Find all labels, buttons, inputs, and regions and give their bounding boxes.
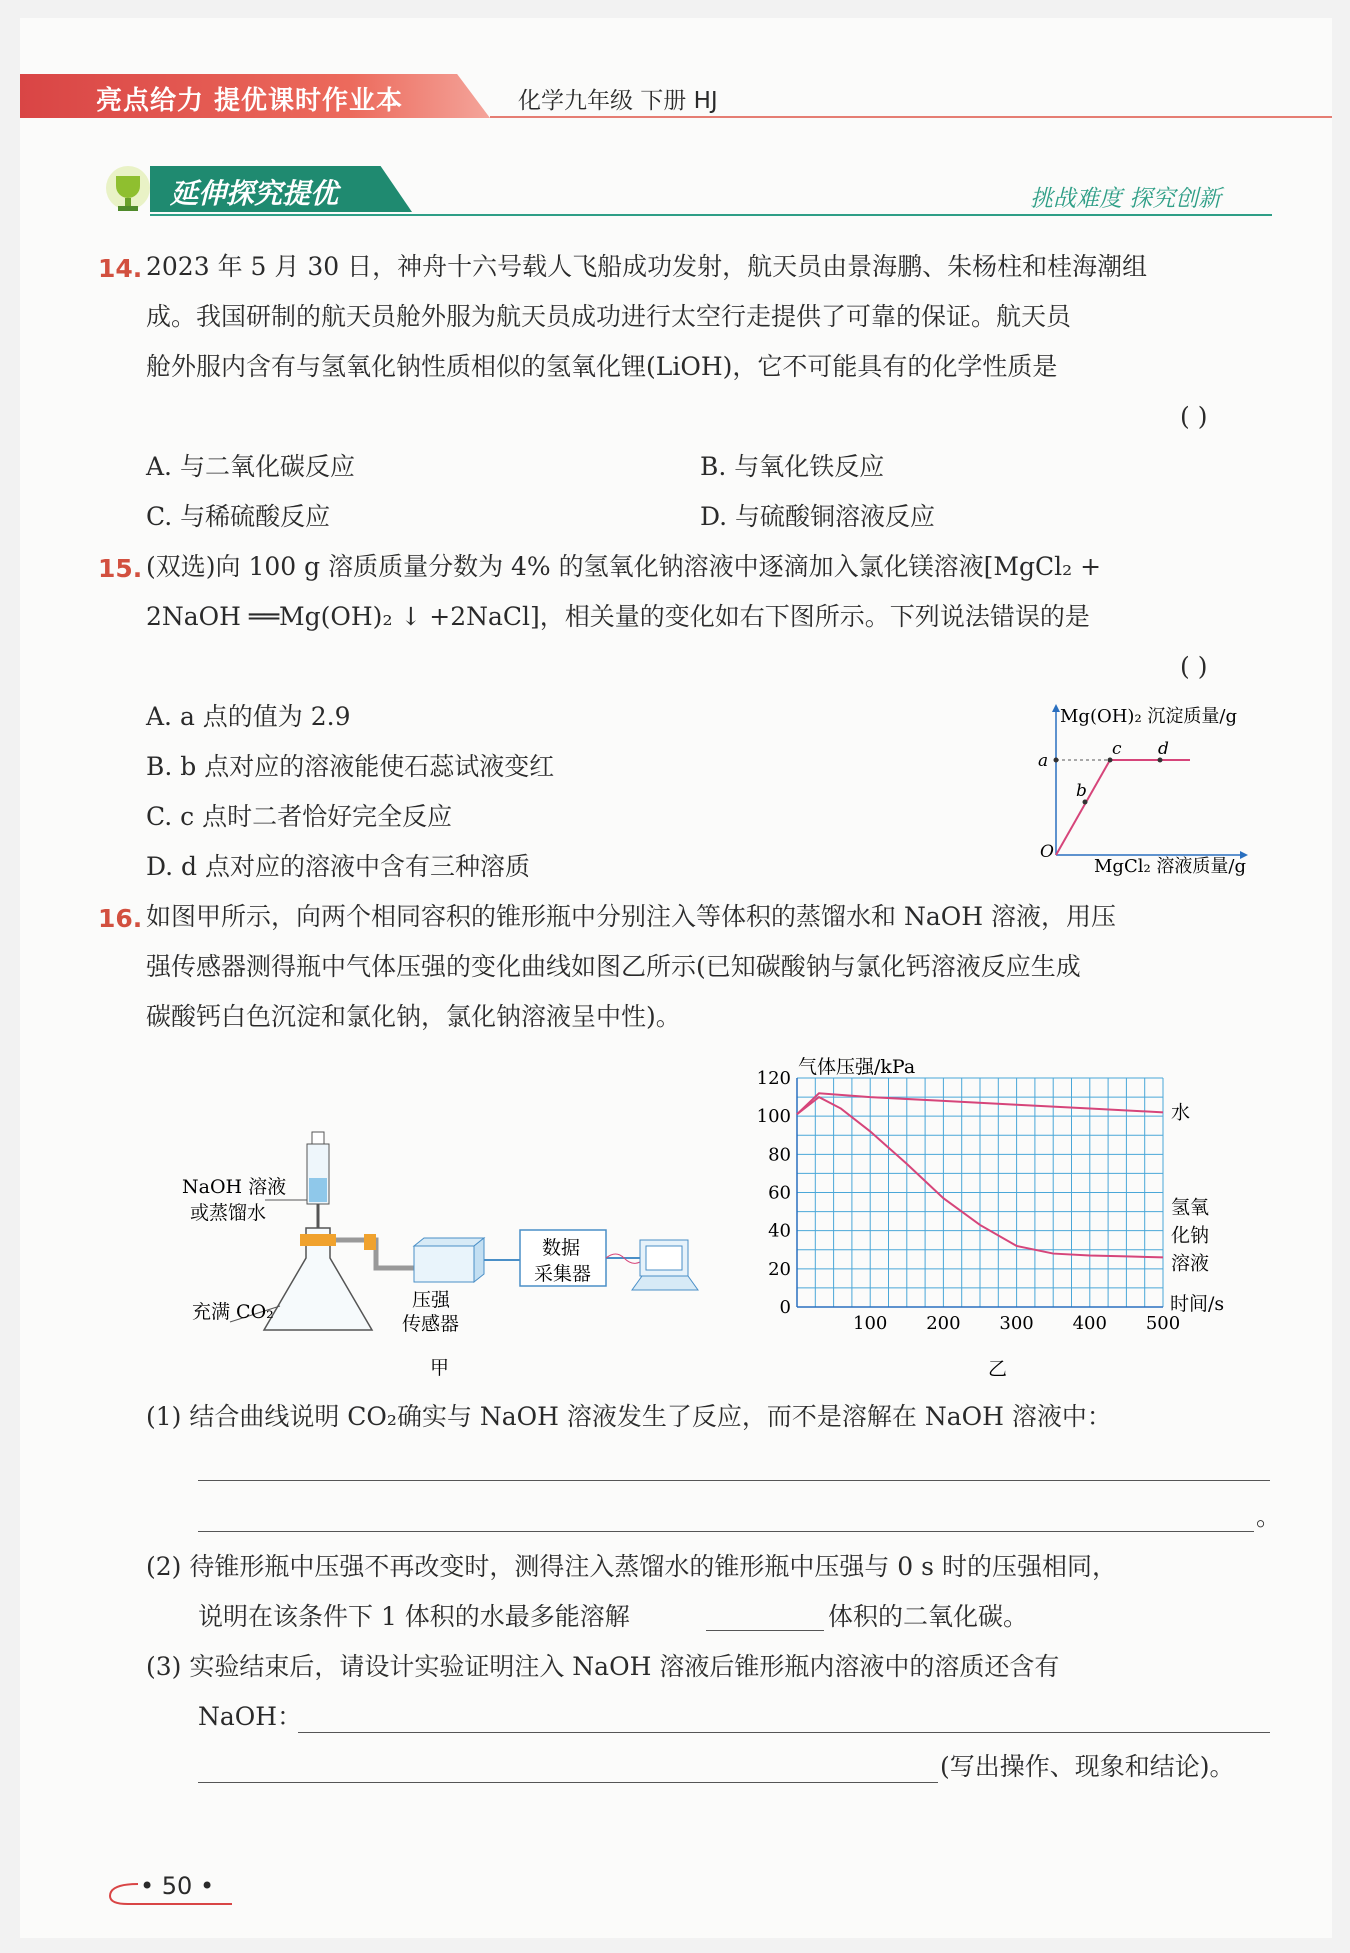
x-tick-label: 400 [1072, 1313, 1107, 1334]
question-line: 2NaOH ══Mg(OH)₂ ↓ +2NaCl]，相关量的变化如右下图所示。下列说法错误的是 [146, 602, 1090, 631]
sub-question-2-line: 说明在该条件下 1 体积的水最多能溶解 [198, 1602, 630, 1631]
x-tick-label: 500 [1145, 1313, 1181, 1334]
answer-blank[interactable] [706, 1630, 824, 1631]
y-tick-label: 0 [779, 1297, 791, 1318]
header-divider [490, 116, 1332, 118]
x-axis-label: 时间/s [1170, 1293, 1225, 1315]
sub-question-3: (3) 实验结束后，请设计实验证明注入 NaOH 溶液后锥形瓶内溶液中的溶质还含有 [146, 1652, 1060, 1681]
chart-grid [797, 1078, 1163, 1307]
graph-y-label: Mg(OH)₂ 沉淀质量/g [1060, 706, 1237, 727]
option-c[interactable]: C. c 点时二者恰好完全反应 [146, 802, 453, 831]
precipitate-graph [1030, 700, 1280, 880]
liquid-label: 或蒸馏水 [190, 1202, 267, 1224]
answer-bracket[interactable]: ( ) [1180, 652, 1208, 681]
x-tick-label: 100 [853, 1313, 888, 1334]
rubber-stopper [300, 1234, 336, 1246]
series-label: 水 [1171, 1101, 1191, 1124]
graph-x-label: MgCl₂ 溶液质量/g [1094, 856, 1247, 877]
y-tick-label: 80 [768, 1144, 791, 1166]
section-title: 延伸探究提优 [170, 177, 339, 210]
series-label: 化钠 [1171, 1224, 1210, 1247]
sensor-label: 传感器 [402, 1313, 460, 1335]
answer-line[interactable] [198, 1782, 938, 1783]
subject-info: 化学九年级 下册 HJ [518, 88, 718, 114]
option-d[interactable]: D. 与硫酸铜溶液反应 [700, 502, 936, 531]
y-tick-label: 120 [756, 1068, 791, 1089]
answer-line[interactable] [198, 1480, 1270, 1481]
book-brand: 亮点给力 提优课时作业本 [96, 86, 404, 116]
option-a[interactable]: A. 与二氧化碳反应 [146, 452, 355, 481]
point-c-label: c [1112, 739, 1122, 759]
sensor-label: 压强 [412, 1289, 451, 1311]
section-slogan: 挑战难度 探究创新 [1030, 186, 1222, 212]
pressure-chart [750, 1045, 1270, 1385]
question-line: 如图甲所示，向两个相同容积的锥形瓶中分别注入等体积的蒸馏水和 NaOH 溶液，用压 [146, 902, 1116, 931]
question-line: 2023 年 5 月 30 日，神舟十六号载人飞船成功发射，航天员由景海鹏、朱杨柱和桂海潮组 [146, 252, 1148, 281]
collector-label: 采集器 [534, 1263, 592, 1285]
page-number: • 50 • [140, 1872, 215, 1900]
section-divider [150, 214, 1272, 216]
series-label: 溶液 [1171, 1252, 1210, 1275]
liquid-label: NaOH 溶液 [182, 1176, 287, 1198]
question-number: 14. [98, 254, 143, 283]
collector-label: 数据 [542, 1237, 581, 1259]
option-b[interactable]: B. b 点对应的溶液能使石蕊试液变红 [146, 752, 555, 781]
sub-question-2-line: 体积的二氧化碳。 [828, 1602, 1029, 1631]
question-line: 强传感器测得瓶中气体压强的变化曲线如图乙所示(已知碳酸钠与氯化钙溶液反应生成 [146, 952, 1081, 981]
y-tick-label: 60 [768, 1182, 791, 1204]
figure-caption: 乙 [988, 1358, 1008, 1380]
option-c[interactable]: C. 与稀硫酸反应 [146, 502, 331, 531]
option-d[interactable]: D. d 点对应的溶液中含有三种溶质 [146, 852, 530, 881]
trophy-icon [98, 164, 158, 222]
answer-line[interactable] [298, 1732, 1270, 1733]
question-number: 15. [98, 554, 143, 583]
answer-line[interactable] [198, 1531, 1254, 1532]
question-line: (双选)向 100 g 溶质质量分数为 4% 的氢氧化钠溶液中逐滴加入氯化镁溶液[MgCl₂ + [146, 552, 1102, 581]
y-tick-label: 20 [768, 1258, 791, 1280]
figure-caption: 甲 [430, 1357, 450, 1379]
y-tick-label: 100 [756, 1106, 791, 1128]
x-tick-label: 300 [999, 1313, 1034, 1334]
y-axis-label: 气体压强/kPa [798, 1056, 916, 1078]
option-b[interactable]: B. 与氧化铁反应 [700, 452, 885, 481]
y-tick-label: 40 [768, 1220, 791, 1242]
syringe-plunger [312, 1132, 324, 1144]
x-tick-label: 200 [926, 1313, 961, 1334]
question-line: 成。我国研制的航天员舱外服为航天员成功进行太空行走提供了可靠的保证。航天员 [146, 302, 1072, 331]
sub-question-3-line: NaOH： [198, 1702, 303, 1731]
sub-question-2: (2) 待锥形瓶中压强不再改变时，测得注入蒸馏水的锥形瓶中压强与 0 s 时的压强相同， [146, 1552, 1117, 1581]
sentence-end: 。 [1256, 1502, 1282, 1531]
question-number: 16. [98, 904, 143, 933]
point-b-label: b [1076, 781, 1087, 801]
series-label: 氢氧 [1171, 1196, 1210, 1219]
question-line: 碳酸钙白色沉淀和氯化钠，氯化钠溶液呈中性)。 [146, 1002, 681, 1031]
question-line: 舱外服内含有与氢氧化钠性质相似的氢氧化锂(LiOH)，它不可能具有的化学性质是 [146, 352, 1058, 381]
point-d-label: d [1158, 739, 1169, 759]
origin-label: O [1040, 842, 1054, 862]
option-a[interactable]: A. a 点的值为 2.9 [146, 702, 351, 731]
answer-bracket[interactable]: ( ) [1180, 402, 1208, 431]
point-a-label: a [1038, 751, 1049, 771]
apparatus-diagram [170, 1130, 710, 1390]
answer-instruction: (写出操作、现象和结论)。 [940, 1752, 1235, 1781]
flask-label: 充满 CO₂ [192, 1301, 274, 1323]
sub-question-1: (1) 结合曲线说明 CO₂确实与 NaOH 溶液发生了反应，而不是溶解在 NaOH 溶液中： [146, 1402, 1112, 1431]
pressure-sensor [414, 1246, 474, 1282]
